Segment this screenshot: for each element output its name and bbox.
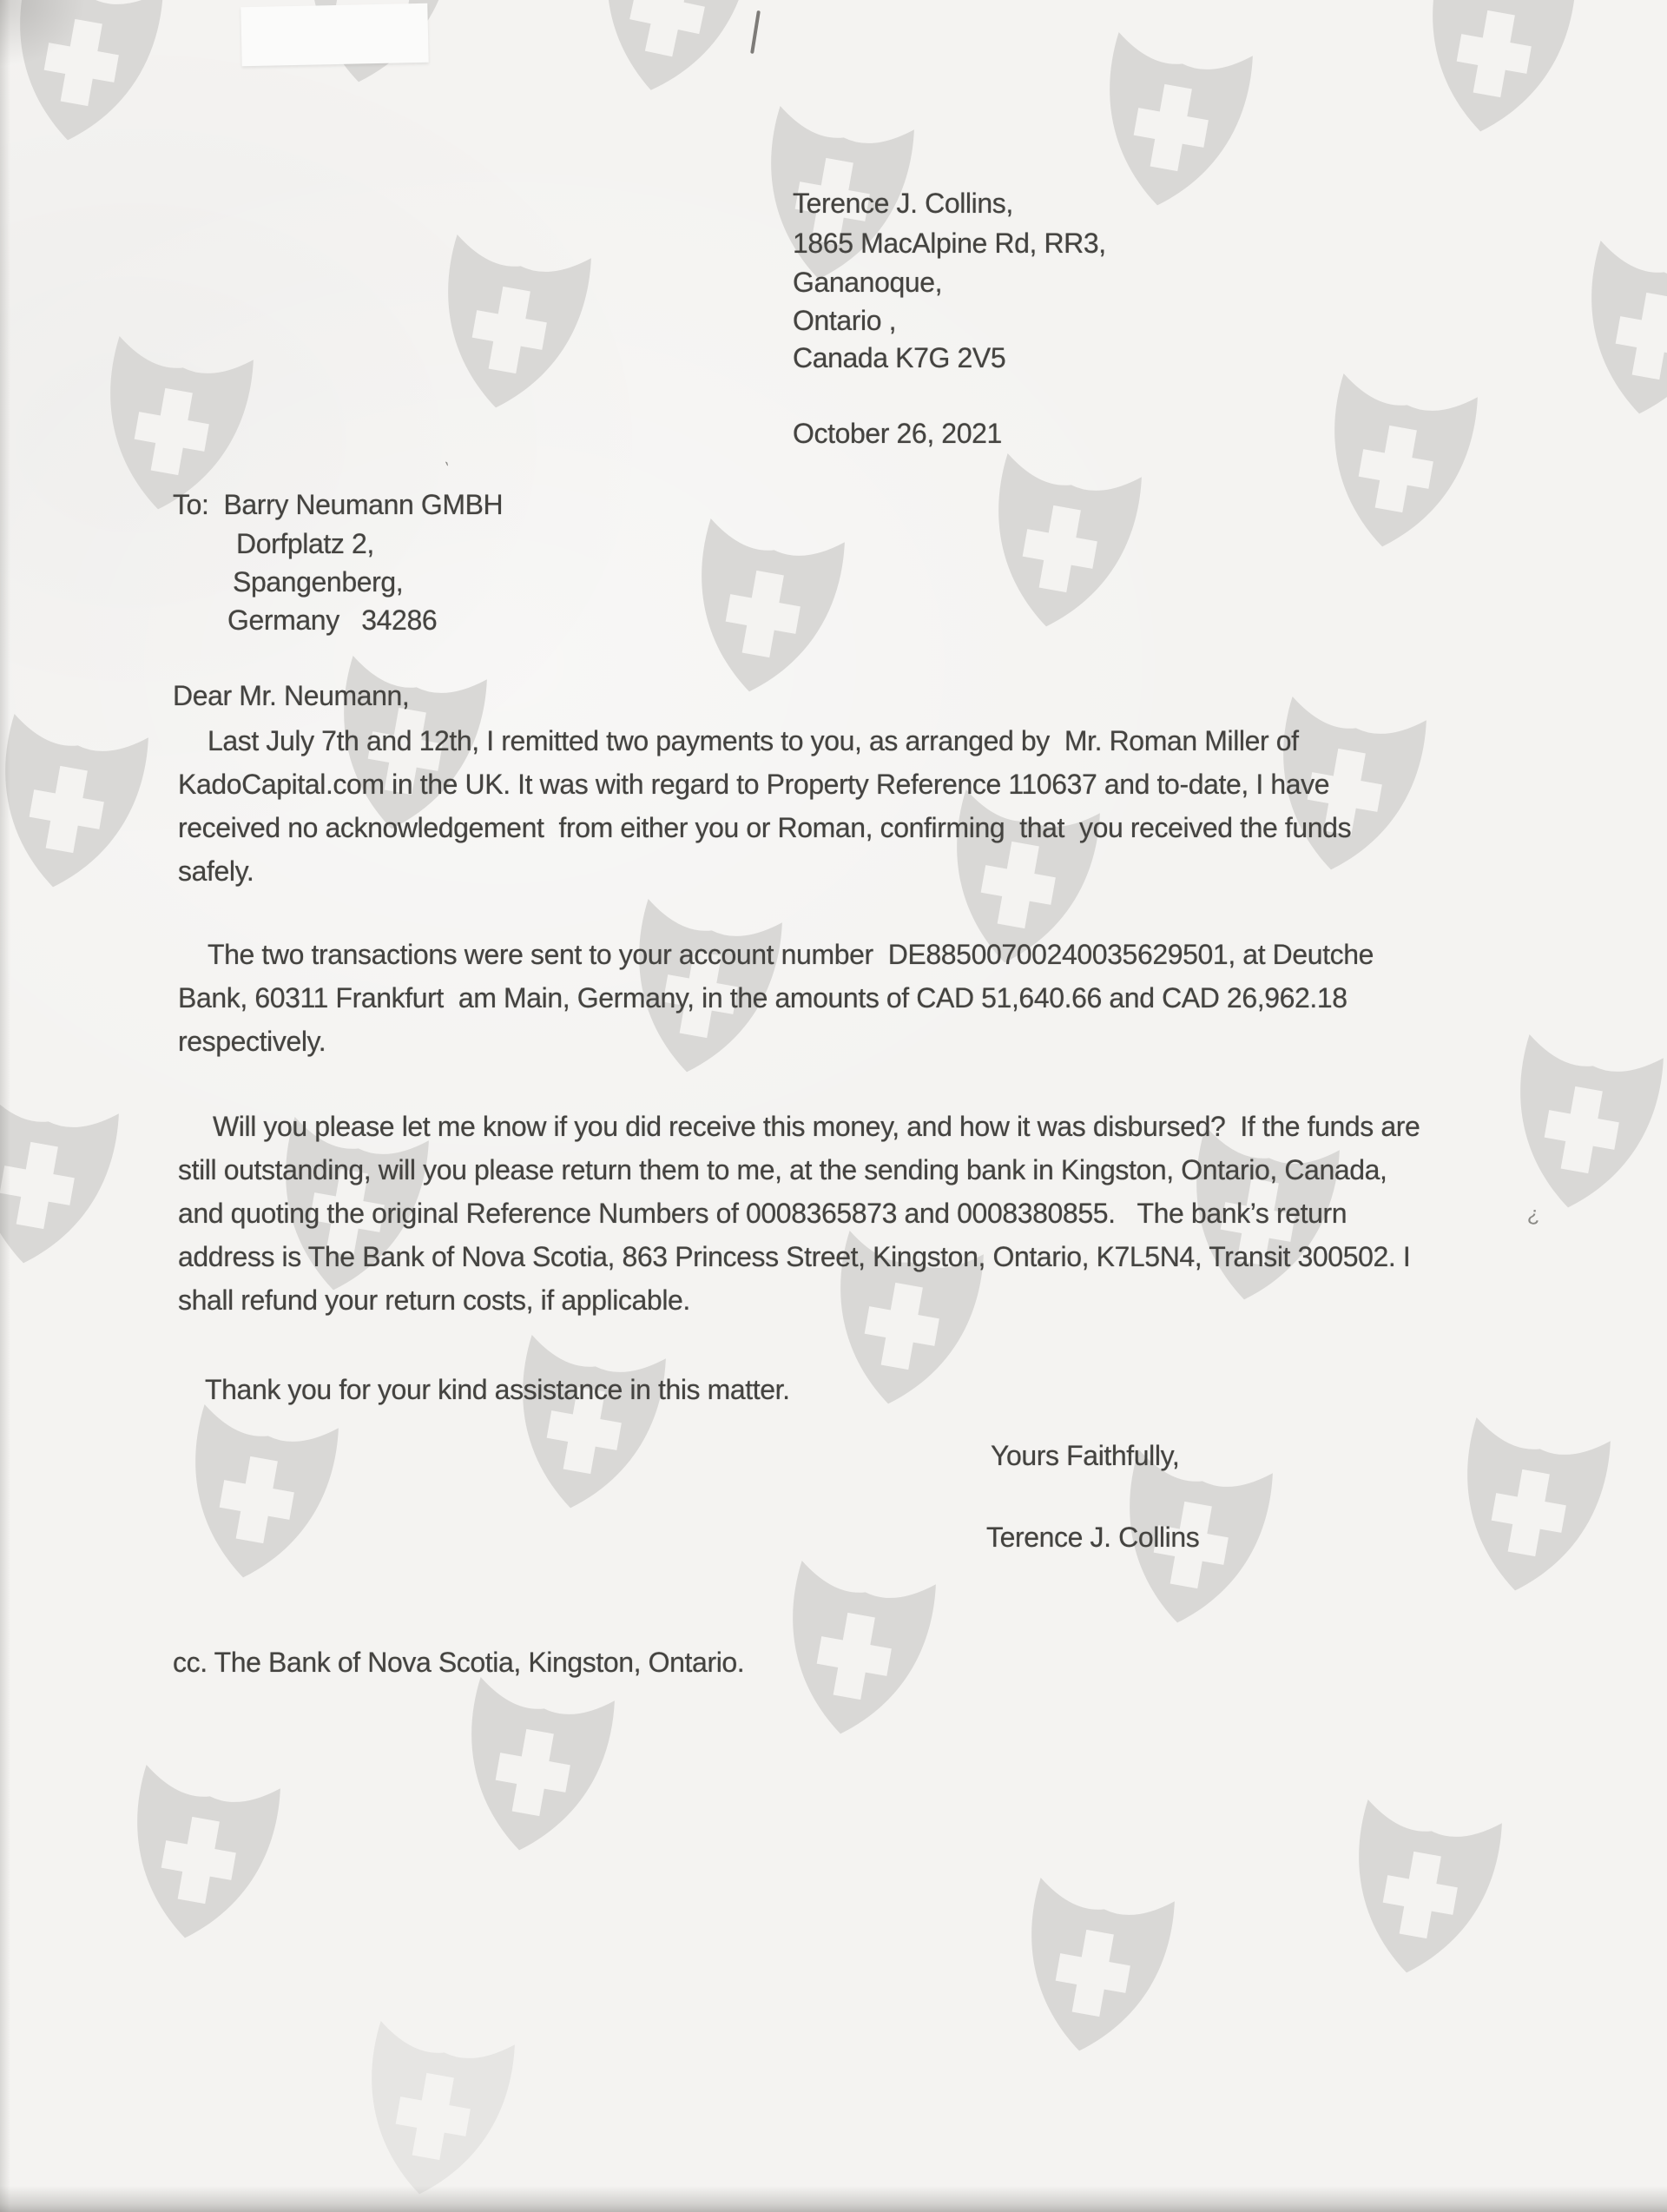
salutation: Dear Mr. Neumann, bbox=[173, 680, 410, 711]
recipient-street-line: Dorfplatz 2, bbox=[236, 528, 374, 559]
body-line: respectively. bbox=[178, 1026, 326, 1057]
scan-bottom-edge-shadow bbox=[0, 2186, 1667, 2212]
body-line: Last July 7th and 12th, I remitted two payments to you, as arranged by Mr. Roman Miller of bbox=[208, 725, 1299, 756]
sender-name-line: Terence J. Collins, bbox=[793, 188, 1013, 219]
cc-line: cc. The Bank of Nova Scotia, Kingston, Ontario. bbox=[173, 1647, 745, 1678]
recipient-country-line: Germany 34286 bbox=[227, 604, 438, 636]
letter-date: October 26, 2021 bbox=[793, 418, 1002, 449]
sender-country-line: Canada K7G 2V5 bbox=[793, 342, 1006, 373]
body-line: KadoCapital.com in the UK. It was with regard to Property Reference 110637 and to-date, I have bbox=[178, 769, 1330, 800]
thanks-line: Thank you for your kind assistance in this matter. bbox=[205, 1374, 790, 1405]
scan-corner-shadow bbox=[0, 0, 130, 104]
body-line: received no acknowledgement from either you or Roman, confirming that you received the funds bbox=[178, 812, 1352, 843]
sender-city-line: Gananoque, bbox=[793, 267, 943, 298]
recipient-to-line: To: Barry Neumann GMBH bbox=[173, 489, 504, 520]
scan-fleck-artifact: ? bbox=[1526, 1204, 1541, 1229]
scan-left-edge-shadow bbox=[0, 0, 10, 2212]
sender-province-line: Ontario , bbox=[793, 305, 897, 336]
body-line: still outstanding, will you please return them to me, at the sending bank in Kingston, Ontario, Canada, bbox=[178, 1154, 1387, 1185]
body-line: shall refund your return costs, if applicable. bbox=[178, 1284, 690, 1316]
body-line: and quoting the original Reference Numbers of 0008365873 and 0008380855. The bank’s return bbox=[178, 1198, 1347, 1229]
recipient-city-line: Spangenberg, bbox=[233, 566, 404, 598]
valediction: Yours Faithfully, bbox=[991, 1440, 1180, 1471]
body-line: The two transactions were sent to your account number DE88500700240035629501, at Deutche bbox=[208, 939, 1374, 970]
body-line: safely. bbox=[178, 855, 254, 887]
sender-street-line: 1865 MacAlpine Rd, RR3, bbox=[793, 228, 1106, 259]
scan-tape-artifact bbox=[240, 3, 428, 66]
body-line: Will you please let me know if you did receive this money, and how it was disbursed? If the funds are bbox=[213, 1111, 1420, 1142]
signature: Terence J. Collins bbox=[986, 1522, 1200, 1553]
body-line: Bank, 60311 Frankfurt am Main, Germany, in the amounts of CAD 51,640.66 and CAD 26,962.18 bbox=[178, 982, 1347, 1014]
body-line: address is The Bank of Nova Scotia, 863 Princess Street, Kingston, Ontario, K7L5N4, Transit 300502. I bbox=[178, 1241, 1411, 1272]
scan-fleck-artifact: ` bbox=[437, 458, 452, 481]
